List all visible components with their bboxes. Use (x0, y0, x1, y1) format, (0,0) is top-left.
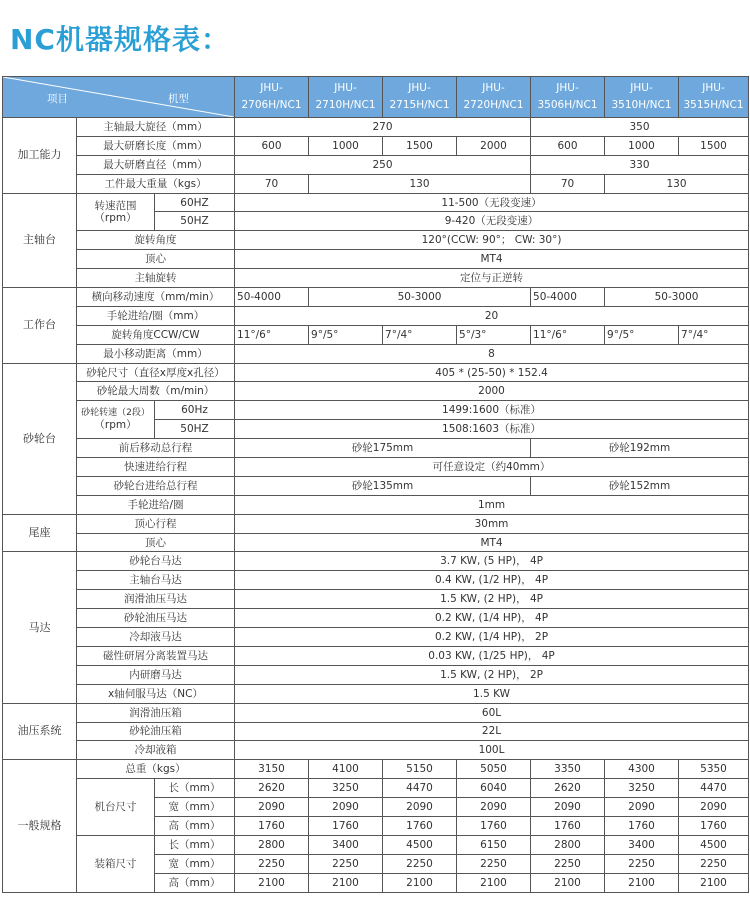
table-row (3, 533, 749, 552)
value-cell: 50-4000 (531, 288, 605, 307)
table-row (3, 382, 749, 401)
value-cell: 6150 (457, 835, 531, 854)
value-cell: 2100 (531, 873, 605, 892)
row-label: 顶心 (77, 533, 235, 552)
value-cell: 130 (605, 174, 749, 193)
row-label: 内研磨马达 (77, 665, 235, 684)
value-cell: 600 (235, 136, 309, 155)
value-cell: 2620 (235, 779, 309, 798)
row-label: 手轮进给/圈 (77, 495, 235, 514)
value-cell: 2090 (679, 798, 749, 817)
table-row (3, 779, 749, 798)
spec-table (2, 76, 749, 893)
value-cell: 砂轮152mm (531, 476, 749, 495)
value-cell: MT4 (235, 250, 749, 269)
category-cell: 一般规格 (3, 760, 77, 892)
row-label: 润滑油压箱 (77, 703, 235, 722)
table-row (3, 476, 749, 495)
table-row (3, 325, 749, 344)
value-cell: 2090 (457, 798, 531, 817)
table-row (3, 401, 749, 420)
value-cell: 4300 (605, 760, 679, 779)
value-cell: MT4 (235, 533, 749, 552)
sub-label: 60Hz (155, 401, 235, 420)
value-cell: 1760 (235, 816, 309, 835)
row-label: 手轮进给/圈（mm） (77, 306, 235, 325)
value-cell: 2100 (679, 873, 749, 892)
value-cell: 2090 (531, 798, 605, 817)
header-row (3, 77, 749, 118)
row-label: 快速进给行程 (77, 458, 235, 477)
value-cell: 2100 (235, 873, 309, 892)
value-cell: 100L (235, 741, 749, 760)
table-row (3, 495, 749, 514)
table-row (3, 684, 749, 703)
row-label: 砂轮转速（2段） （rpm） (77, 401, 155, 439)
sub-label: 50HZ (155, 420, 235, 439)
item-header: 项目 (47, 93, 68, 105)
value-cell: 1500 (383, 136, 457, 155)
value-cell: 1760 (605, 816, 679, 835)
value-cell: 7°/4° (383, 325, 457, 344)
row-label: 磁性研屑分离装置马达 (77, 646, 235, 665)
value-cell: 1760 (309, 816, 383, 835)
row-label: 冷却液马达 (77, 628, 235, 647)
value-cell: 1760 (383, 816, 457, 835)
table-row (3, 231, 749, 250)
value-cell: 9°/5° (605, 325, 679, 344)
table-row (3, 646, 749, 665)
value-cell: 2250 (457, 854, 531, 873)
row-label: 前后移动总行程 (77, 439, 235, 458)
row-label: 主轴旋转 (77, 269, 235, 288)
value-cell: 4500 (679, 835, 749, 854)
value-cell: 1508:1603（标准） (235, 420, 749, 439)
row-label: 横向移动速度（mm/min） (77, 288, 235, 307)
row-label: 砂轮台进给总行程 (77, 476, 235, 495)
value-cell: 1760 (531, 816, 605, 835)
row-label: 砂轮油压马达 (77, 609, 235, 628)
row-label: 装箱尺寸 (77, 835, 155, 892)
category-cell: 工作台 (3, 288, 77, 364)
value-cell: 2000 (457, 136, 531, 155)
table-row (3, 193, 749, 212)
value-cell: 定位与正逆转 (235, 269, 749, 288)
table-row (3, 439, 749, 458)
value-cell: 2250 (531, 854, 605, 873)
value-cell: 2090 (309, 798, 383, 817)
value-cell: 8 (235, 344, 749, 363)
row-label: 砂轮油压箱 (77, 722, 235, 741)
row-label: 润滑油压马达 (77, 590, 235, 609)
row-label: 旋转角度CCW/CW (77, 325, 235, 344)
row-label: 转速范围 （rpm） (77, 193, 155, 231)
value-cell: 30mm (235, 514, 749, 533)
sub-label: 高（mm） (155, 816, 235, 835)
value-cell: 20 (235, 306, 749, 325)
sub-label: 长（mm） (155, 779, 235, 798)
table-row (3, 136, 749, 155)
value-cell: 60L (235, 703, 749, 722)
value-cell: 1.5 KW, (2 HP)， 4P (235, 590, 749, 609)
category-cell: 马达 (3, 552, 77, 703)
table-row (3, 665, 749, 684)
value-cell: 600 (531, 136, 605, 155)
value-cell: 5050 (457, 760, 531, 779)
value-cell: 3400 (309, 835, 383, 854)
table-row (3, 760, 749, 779)
value-cell: 5°/3° (457, 325, 531, 344)
table-row (3, 628, 749, 647)
table-row (3, 344, 749, 363)
value-cell: 130 (309, 174, 531, 193)
table-row (3, 363, 749, 382)
value-cell: 3350 (531, 760, 605, 779)
table-row (3, 703, 749, 722)
value-cell: 50-3000 (605, 288, 749, 307)
model-header-cell: JHU- 2715H/NC1 (383, 77, 457, 118)
value-cell: 2000 (235, 382, 749, 401)
value-cell: 50-3000 (309, 288, 531, 307)
row-label: 冷却液箱 (77, 741, 235, 760)
value-cell: 0.2 KW, (1/4 HP)， 2P (235, 628, 749, 647)
value-cell: 1760 (457, 816, 531, 835)
value-cell: 5350 (679, 760, 749, 779)
value-cell: 2090 (605, 798, 679, 817)
table-row (3, 590, 749, 609)
value-cell: 350 (531, 118, 749, 137)
value-cell: 4100 (309, 760, 383, 779)
row-label: 机台尺寸 (77, 779, 155, 836)
value-cell: 2250 (235, 854, 309, 873)
value-cell: 0.2 KW, (1/4 HP)， 4P (235, 609, 749, 628)
value-cell: 70 (235, 174, 309, 193)
value-cell: 2250 (309, 854, 383, 873)
row-label: 最大研磨直径（mm） (77, 155, 235, 174)
sub-label: 宽（mm） (155, 854, 235, 873)
sub-label: 50HZ (155, 212, 235, 231)
value-cell: 2620 (531, 779, 605, 798)
table-row (3, 722, 749, 741)
value-cell: 可任意设定（约40mm） (235, 458, 749, 477)
model-header-cell: JHU- 2706H/NC1 (235, 77, 309, 118)
value-cell: 330 (531, 155, 749, 174)
row-label: 工件最大重量（kgs） (77, 174, 235, 193)
table-row (3, 288, 749, 307)
table-row (3, 306, 749, 325)
value-cell: 2090 (235, 798, 309, 817)
value-cell: 2100 (309, 873, 383, 892)
model-header-cell: JHU- 2720H/NC1 (457, 77, 531, 118)
value-cell: 11°/6° (531, 325, 605, 344)
value-cell: 4470 (383, 779, 457, 798)
value-cell: 5150 (383, 760, 457, 779)
row-label: x轴伺服马达（NC） (77, 684, 235, 703)
value-cell: 3400 (605, 835, 679, 854)
table-row (3, 458, 749, 477)
category-cell: 主轴台 (3, 193, 77, 287)
header-corner (3, 77, 235, 118)
value-cell: 2250 (383, 854, 457, 873)
category-cell: 尾座 (3, 514, 77, 552)
row-label: 砂轮尺寸（直径x厚度x孔径） (77, 363, 235, 382)
row-label: 主轴最大旋径（mm） (77, 118, 235, 137)
table-row (3, 155, 749, 174)
value-cell: 6040 (457, 779, 531, 798)
page-title: NC机器规格表： (10, 23, 230, 56)
value-cell: 1000 (605, 136, 679, 155)
category-cell: 油压系统 (3, 703, 77, 760)
model-header-cell: JHU- 3510H/NC1 (605, 77, 679, 118)
model-header-cell: JHU- 2710H/NC1 (309, 77, 383, 118)
row-label: 总重（kgs） (77, 760, 235, 779)
sub-label: 高（mm） (155, 873, 235, 892)
value-cell: 3250 (605, 779, 679, 798)
sub-label: 长（mm） (155, 835, 235, 854)
value-cell: 砂轮175mm (235, 439, 531, 458)
value-cell: 11-500（无段变速） (235, 193, 749, 212)
value-cell: 70 (531, 174, 605, 193)
value-cell: 1.5 KW, (2 HP)， 2P (235, 665, 749, 684)
table-row (3, 514, 749, 533)
table-row (3, 174, 749, 193)
value-cell: 250 (235, 155, 531, 174)
value-cell: 2800 (235, 835, 309, 854)
value-cell: 9-420（无段变速） (235, 212, 749, 231)
value-cell: 11°/6° (235, 325, 309, 344)
value-cell: 2100 (605, 873, 679, 892)
value-cell: 1760 (679, 816, 749, 835)
row-label: 顶心 (77, 250, 235, 269)
row-label: 主轴台马达 (77, 571, 235, 590)
value-cell: 9°/5° (309, 325, 383, 344)
table-row (3, 250, 749, 269)
row-label: 旋转角度 (77, 231, 235, 250)
table-row (3, 609, 749, 628)
value-cell: 1.5 KW (235, 684, 749, 703)
value-cell: 1500 (679, 136, 749, 155)
table-row (3, 571, 749, 590)
value-cell: 2090 (383, 798, 457, 817)
model-header: 机型 (168, 93, 189, 105)
value-cell: 0.4 KW, (1/2 HP)， 4P (235, 571, 749, 590)
category-cell: 砂轮台 (3, 363, 77, 514)
category-cell: 加工能力 (3, 118, 77, 194)
value-cell: 2100 (457, 873, 531, 892)
value-cell: 22L (235, 722, 749, 741)
table-row (3, 269, 749, 288)
value-cell: 1000 (309, 136, 383, 155)
row-label: 砂轮台马达 (77, 552, 235, 571)
value-cell: 砂轮192mm (531, 439, 749, 458)
value-cell: 3150 (235, 760, 309, 779)
value-cell: 1499:1600（标准） (235, 401, 749, 420)
value-cell: 1mm (235, 495, 749, 514)
value-cell: 2100 (383, 873, 457, 892)
model-header-cell: JHU- 3506H/NC1 (531, 77, 605, 118)
value-cell: 3250 (309, 779, 383, 798)
row-label: 最大研磨长度（mm） (77, 136, 235, 155)
row-label: 砂轮最大周数（m/min） (77, 382, 235, 401)
row-label: 顶心行程 (77, 514, 235, 533)
value-cell: 2250 (605, 854, 679, 873)
table-row (3, 741, 749, 760)
value-cell: 405 * (25-50) * 152.4 (235, 363, 749, 382)
value-cell: 50-4000 (235, 288, 309, 307)
value-cell: 0.03 KW, (1/25 HP)， 4P (235, 646, 749, 665)
table-row (3, 835, 749, 854)
table-row (3, 118, 749, 137)
value-cell: 2250 (679, 854, 749, 873)
value-cell: 7°/4° (679, 325, 749, 344)
sub-label: 宽（mm） (155, 798, 235, 817)
value-cell: 砂轮135mm (235, 476, 531, 495)
value-cell: 3.7 KW, (5 HP)， 4P (235, 552, 749, 571)
value-cell: 4500 (383, 835, 457, 854)
sub-label: 60HZ (155, 193, 235, 212)
value-cell: 120°(CCW: 90°； CW: 30°) (235, 231, 749, 250)
value-cell: 4470 (679, 779, 749, 798)
row-label: 最小移动距离（mm） (77, 344, 235, 363)
model-header-cell: JHU- 3515H/NC1 (679, 77, 749, 118)
value-cell: 2800 (531, 835, 605, 854)
table-row (3, 552, 749, 571)
value-cell: 270 (235, 118, 531, 137)
